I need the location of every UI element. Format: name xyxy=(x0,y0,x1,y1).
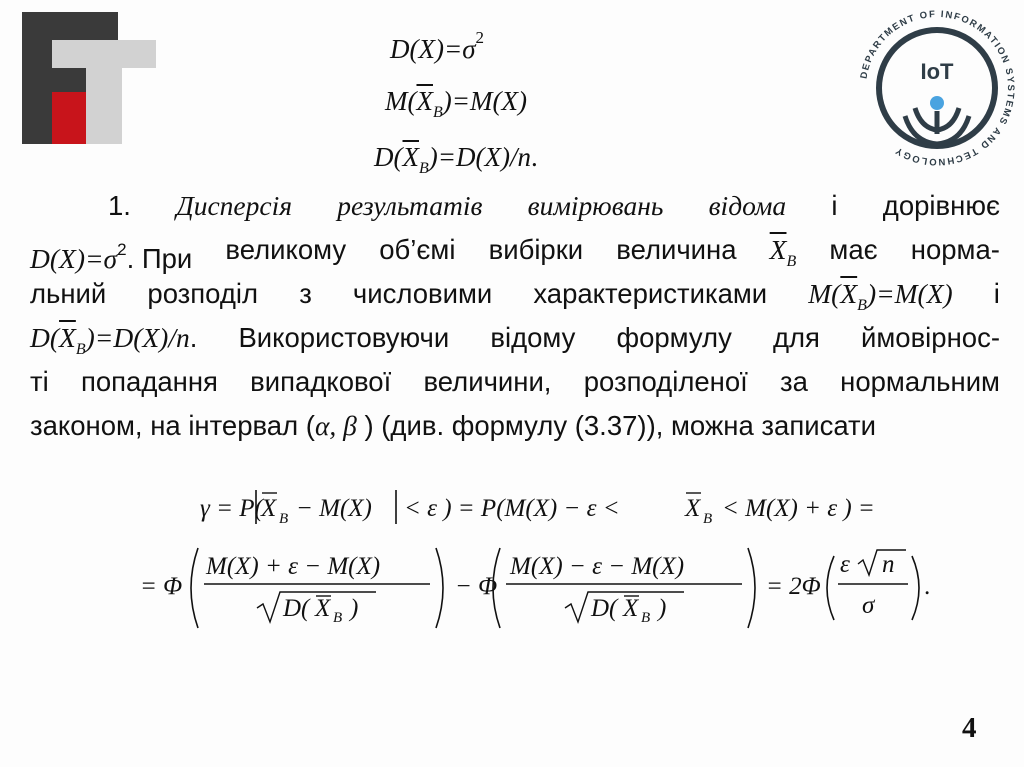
formula-variance: $D(X)=\sigma^2$ xyxy=(390,28,485,64)
seal-iot-label: IoT xyxy=(920,59,954,84)
formula-abs-sub: B xyxy=(279,511,289,527)
page-number: 4 xyxy=(962,712,977,744)
formula-abs-x: X xyxy=(261,495,277,522)
paragraph-line-6: законом, на інтервал ( α, β ) (див. формулу (3.37)), можна записати xyxy=(30,410,876,441)
seal-ring-text: DEPARTMENT OF INFORMATION SYSTEMS AND TECHNOLOGY xyxy=(858,8,1017,168)
iot-seal-graphic xyxy=(853,4,1021,172)
fit-logo xyxy=(22,12,156,146)
formula-numerator-2: M(X) − ε − M(X) xyxy=(510,553,685,580)
body-paragraph xyxy=(30,184,1000,448)
formula-end-dot: . xyxy=(924,573,931,600)
formula-numerator-3-eps: ε xyxy=(840,551,850,578)
formula-denominator-2a: D( xyxy=(591,595,618,622)
formula-x2-sub: B xyxy=(703,511,713,527)
formula-numerator-3-n: n xyxy=(882,551,895,578)
formula-variance-of-sample-mean: $D(\overline{X}_B)=D(X)/n$. xyxy=(374,142,538,177)
formula-lt1: < ε ) = P(M(X) − ε < xyxy=(404,495,620,522)
formula-denominator-1sub: B xyxy=(333,610,343,626)
formula-numerator-1: M(X) + ε − M(X) xyxy=(206,553,381,580)
paragraph-line-5: ті попадання випадкової величини, розподіленої за нормальним xyxy=(30,366,1000,397)
formula-gamma-start: γ = P( xyxy=(200,495,263,522)
formula-denominator-3: σ xyxy=(862,592,875,619)
formula-x2: X xyxy=(685,495,701,522)
formula-eq-2phi: = 2Φ xyxy=(766,573,821,600)
paragraph-line-1: 1. Дисперсія результатів вимірювань відома і дорівнює xyxy=(108,190,1000,221)
formula-denominator-2sub: B xyxy=(641,610,651,626)
formula-denominator-2x: X xyxy=(623,595,639,622)
seal-dot-icon xyxy=(930,96,944,110)
formula-mean-of-sample-mean: $M(\overline{X}_B)=M(X)$ xyxy=(385,86,527,121)
formula-denominator-2b: ) xyxy=(658,595,667,622)
paragraph-line-2: $D(X)=\sigma^2$. При великому об’ємі вибірки величина $\overline{X}_B$ має норма- xyxy=(30,234,1000,274)
formula-eq-phi: = Φ xyxy=(140,573,183,600)
formula-lt2: < M(X) + ε ) = xyxy=(722,495,875,522)
formula-denominator-1x: X xyxy=(315,595,331,622)
paragraph-line-4: $D(\overline{X}_B)=D(X)/n$. Використовуючи відому формулу для ймовірнос- xyxy=(30,322,1000,358)
formula-abs-rest: − M(X) xyxy=(296,495,372,522)
iot-department-seal xyxy=(853,4,1021,172)
formula-minus-phi: − Φ xyxy=(455,573,498,600)
paragraph-line-3: льний розподіл з числовими характеристиками $M(\overline{X}_B)=M(X)$ і xyxy=(30,278,1000,314)
formula-denominator-1b: ) xyxy=(350,595,359,622)
formula-denominator-1a: D( xyxy=(283,595,310,622)
